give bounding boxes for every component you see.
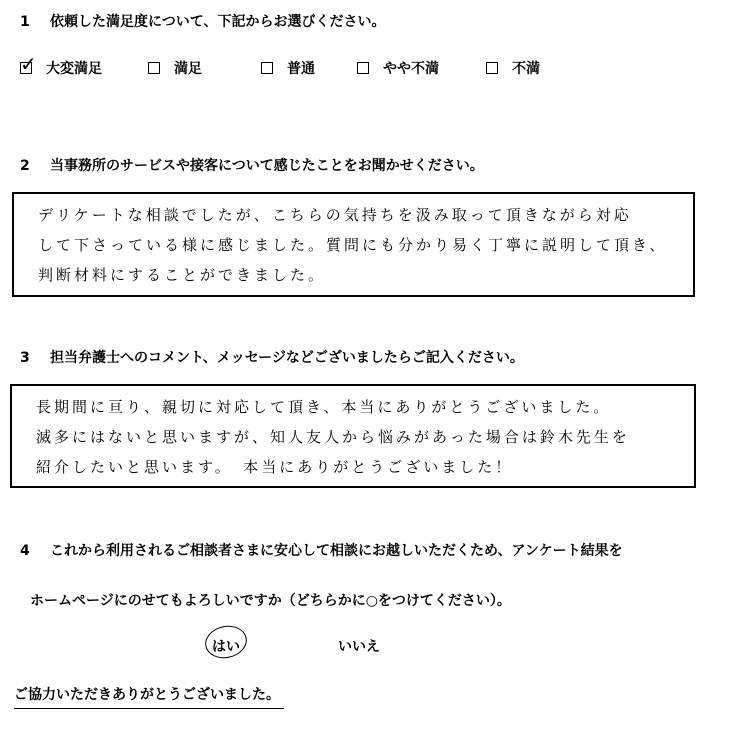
option-neutral[interactable] (261, 58, 315, 78)
option-satisfied[interactable] (148, 58, 202, 78)
option-no[interactable]: いいえ (338, 639, 380, 655)
question-2 (20, 155, 484, 175)
checkbox[interactable] (357, 62, 369, 74)
option-label: 大変満足 (46, 61, 102, 77)
option-label: やや不満 (383, 61, 439, 77)
option-label: 不満 (512, 61, 540, 77)
option-dissatisfied[interactable] (486, 58, 540, 78)
question-text: ホームページにのせてもよろしいですか（どちらかに○をつけてください）。 (30, 593, 511, 609)
answer-box-lawyer-comment[interactable] (10, 384, 696, 488)
checkbox[interactable] (148, 62, 160, 74)
checkbox[interactable] (20, 52, 37, 76)
answer-line: して下さっている様に感じました。質問にも分かり易く丁寧に説明して頂き、 (38, 236, 668, 254)
option-somewhat-dissatisfied[interactable] (357, 58, 439, 78)
question-1 (20, 11, 385, 31)
question-number: 4 (20, 543, 30, 559)
question-text: 依頼した満足度について、下記からお選びください。 (50, 14, 386, 30)
answer-box-service[interactable] (12, 192, 695, 297)
answer-line: 紹介したいと思います。 本当にありがとうございました！ (36, 458, 514, 476)
answer-line: デリケートな相談でしたが、こちらの気持ちを汲み取って頂きながら対応 (38, 206, 632, 224)
question-text: 当事務所のサービスや接客について感じたことをお聞かせください。 (50, 158, 484, 174)
question-4-continued (30, 590, 511, 610)
option-yes[interactable]: はい (212, 639, 240, 655)
answer-line: 長期間に亘り、親切に対応して頂き、本当にありがとうございました。 (36, 398, 612, 416)
question-text: これから利用されるご相談者さまに安心して相談にお越しいただくため、アンケート結果を (50, 543, 623, 559)
question-number: 1 (20, 14, 30, 30)
checkbox[interactable] (261, 62, 273, 74)
thank-you-message: ご協力いただきありがとうございました。 (14, 684, 284, 709)
check-mark-icon: ✓ (20, 52, 37, 76)
checkbox[interactable] (486, 62, 498, 74)
question-text: 担当弁護士へのコメント、メッセージなどございましたらご記入ください。 (50, 350, 524, 366)
answer-line: 滅多にはないと思いますが、知人友人から悩みがあった場合は鈴木先生を (36, 428, 630, 446)
question-3 (20, 347, 524, 367)
answer-line: 判断材料にすることができました。 (38, 266, 327, 284)
option-very-satisfied[interactable] (20, 52, 102, 78)
question-number: 2 (20, 158, 30, 174)
option-label: 普通 (287, 61, 315, 77)
question-number: 3 (20, 350, 30, 366)
question-4 (20, 540, 623, 560)
option-label: 満足 (174, 61, 202, 77)
